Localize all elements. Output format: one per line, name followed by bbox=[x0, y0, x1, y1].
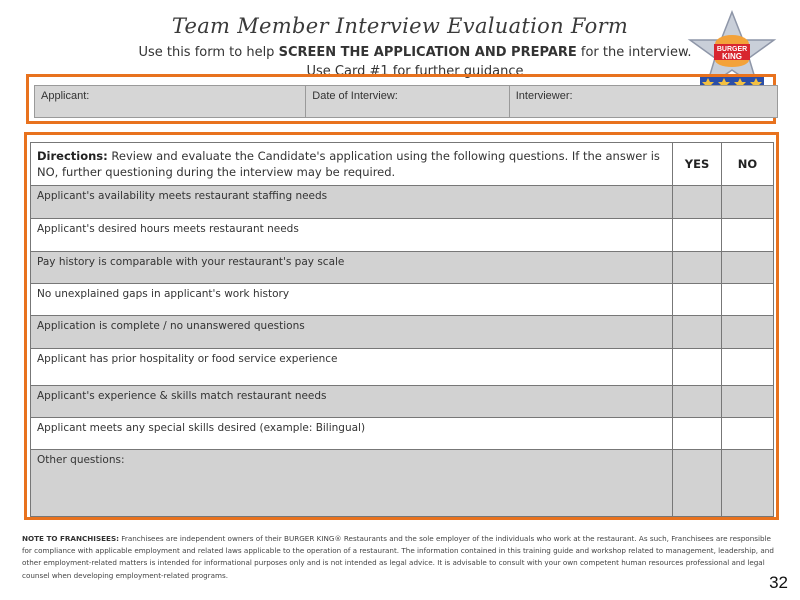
logo-text-line2: KING bbox=[722, 52, 742, 61]
no-header: NO bbox=[722, 143, 774, 186]
yes-header: YES bbox=[673, 143, 722, 186]
yes-checkbox-cell[interactable] bbox=[673, 386, 722, 418]
yes-checkbox-cell[interactable] bbox=[673, 316, 722, 349]
question-text: Application is complete / no unanswered questions bbox=[31, 316, 673, 349]
yes-checkbox-cell[interactable] bbox=[673, 284, 722, 316]
no-checkbox-cell[interactable] bbox=[722, 316, 774, 349]
applicant-field[interactable]: Applicant: bbox=[35, 86, 306, 117]
question-text: Applicant has prior hospitality or food service experience bbox=[31, 349, 673, 386]
subtitle-pre: Use this form to help bbox=[138, 45, 279, 60]
evaluation-table bbox=[30, 142, 774, 517]
yes-checkbox-cell[interactable] bbox=[673, 418, 722, 450]
no-checkbox-cell[interactable] bbox=[722, 186, 774, 219]
franchisee-note bbox=[22, 533, 777, 582]
yes-checkbox-cell[interactable] bbox=[673, 186, 722, 219]
table-row bbox=[31, 418, 774, 450]
evaluation-table-frame bbox=[24, 132, 779, 520]
no-checkbox-cell[interactable] bbox=[722, 418, 774, 450]
question-text: Applicant's desired hours meets restaurant needs bbox=[31, 219, 673, 252]
question-text: Applicant's experience & skills match restaurant needs bbox=[31, 386, 673, 418]
interviewer-field[interactable]: Interviewer: bbox=[515, 90, 573, 102]
note-label: NOTE TO FRANCHISEES: bbox=[22, 534, 119, 543]
table-row bbox=[31, 252, 774, 284]
logo-text-line1: BURGER bbox=[716, 46, 748, 53]
yes-checkbox-cell[interactable] bbox=[673, 450, 722, 517]
no-checkbox-cell[interactable] bbox=[722, 386, 774, 418]
question-text: No unexplained gaps in applicant's work history bbox=[31, 284, 673, 316]
date-of-interview-field[interactable]: Date of Interview: bbox=[306, 86, 509, 117]
yes-checkbox-cell[interactable] bbox=[673, 252, 722, 284]
table-row bbox=[31, 349, 774, 386]
question-text: Pay history is comparable with your restaurant's pay scale bbox=[31, 252, 673, 284]
page-number: 32 bbox=[769, 573, 788, 592]
table-row bbox=[31, 450, 774, 517]
table-row bbox=[31, 219, 774, 252]
table-row bbox=[31, 186, 774, 219]
question-text: Applicant's availability meets restaurant staffing needs bbox=[31, 186, 673, 219]
no-checkbox-cell[interactable] bbox=[722, 284, 774, 316]
table-row bbox=[31, 284, 774, 316]
no-checkbox-cell[interactable] bbox=[722, 252, 774, 284]
table-row bbox=[31, 316, 774, 349]
form-title: Team Member Interview Evaluation Form bbox=[171, 14, 629, 38]
yes-checkbox-cell[interactable] bbox=[673, 349, 722, 386]
subtitle-post: for the interview. bbox=[576, 45, 692, 60]
yes-checkbox-cell[interactable] bbox=[673, 219, 722, 252]
table-header-row bbox=[31, 143, 774, 186]
no-checkbox-cell[interactable] bbox=[722, 219, 774, 252]
applicant-info-row bbox=[34, 85, 778, 118]
question-text: Applicant meets any special skills desired (example: Bilingual) bbox=[31, 418, 673, 450]
note-text: Franchisees are independent owners of their BURGER KING® Restaurants and the sole employer of the individuals who work at the restaurant. As such, Franchisees are responsible for compliance with applicable employment and related laws applicable to the operation of a restaurant. The information contained in this training guide and workshop related to management, leadership, and other employment-related matters is intended for informational purposes only and is not intended as legal advice. It is advisable to consult with your own competent human resources professional and legal counsel when developing employment-related programs. bbox=[22, 534, 774, 580]
subtitle-line2: Use Card #1 for further guidance bbox=[306, 64, 524, 79]
subtitle-bold: SCREEN THE APPLICATION AND PREPARE bbox=[278, 45, 577, 60]
no-checkbox-cell[interactable] bbox=[722, 450, 774, 517]
question-text[interactable]: Other questions: bbox=[31, 450, 673, 517]
directions-text: Review and evaluate the Candidate's application using the following questions. If the answer is NO, further questioning during the interview may be required. bbox=[37, 149, 660, 179]
directions-cell bbox=[31, 143, 673, 186]
no-checkbox-cell[interactable] bbox=[722, 349, 774, 386]
table-row bbox=[31, 386, 774, 418]
applicant-info-frame bbox=[26, 74, 776, 124]
directions-label: Directions: bbox=[37, 149, 108, 163]
